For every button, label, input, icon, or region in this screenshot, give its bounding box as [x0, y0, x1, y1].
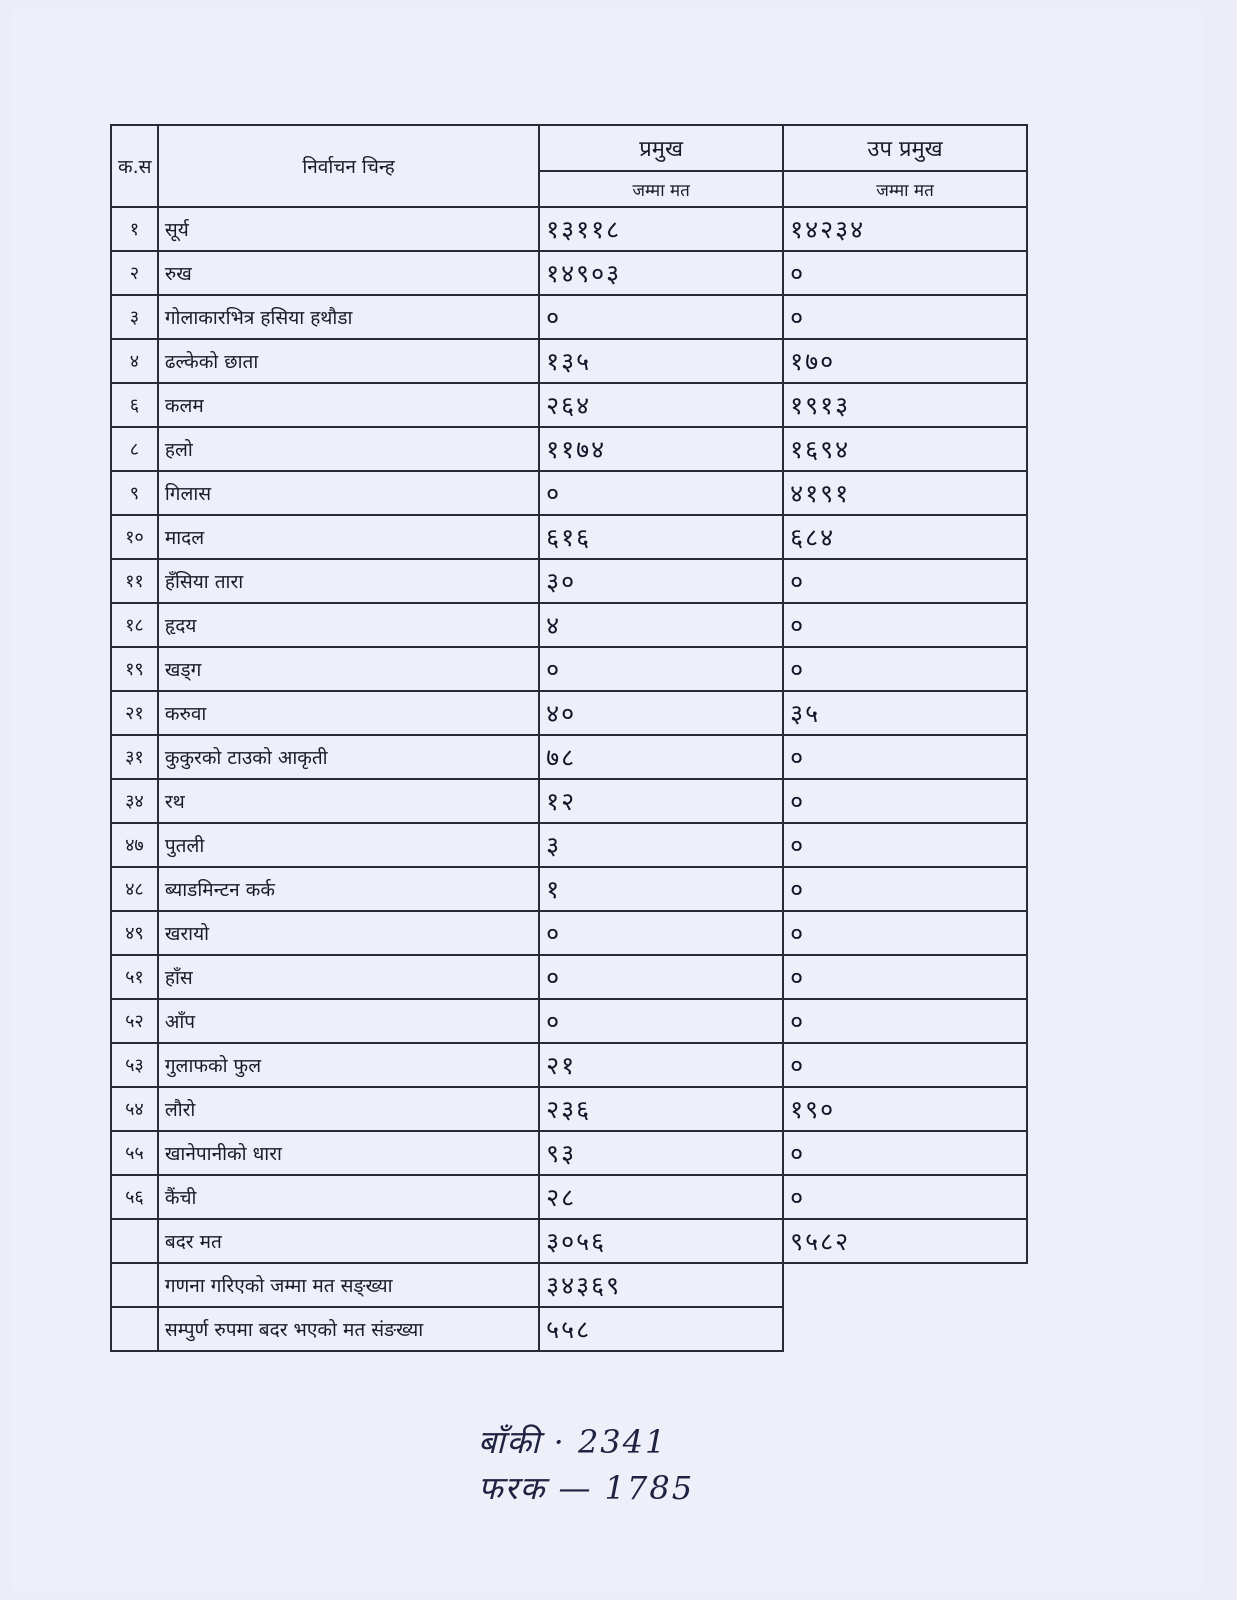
- row-chief-votes: १३५: [539, 339, 783, 383]
- row-chief-votes: २६४: [539, 383, 783, 427]
- table-row: [111, 823, 1027, 867]
- row-chief-votes: ०: [539, 471, 783, 515]
- table-row: [111, 1175, 1027, 1219]
- table-row: [111, 383, 1027, 427]
- row-chief-votes: ४: [539, 603, 783, 647]
- table-row: [111, 1131, 1027, 1175]
- row-chief-votes: १: [539, 867, 783, 911]
- summary-serial-empty: [111, 1263, 158, 1307]
- row-deputy-votes: ०: [783, 823, 1027, 867]
- table-row: [111, 339, 1027, 383]
- summary-label: सम्पुर्ण रुपमा बदर भएको मत संङख्या: [158, 1307, 539, 1351]
- row-serial-number: ४८: [111, 867, 158, 911]
- row-serial-number: ८: [111, 427, 158, 471]
- row-deputy-votes: ०: [783, 911, 1027, 955]
- table-row: [111, 207, 1027, 251]
- row-chief-votes: २३६: [539, 1087, 783, 1131]
- row-chief-votes: ६१६: [539, 515, 783, 559]
- summary-row: [111, 1307, 1027, 1351]
- row-serial-number: १९: [111, 647, 158, 691]
- row-symbol-name: ढल्केको छाता: [158, 339, 539, 383]
- row-serial-number: [111, 1219, 158, 1263]
- row-serial-number: ५४: [111, 1087, 158, 1131]
- row-deputy-votes: ३५: [783, 691, 1027, 735]
- row-deputy-votes: ४१९१: [783, 471, 1027, 515]
- table-row: [111, 603, 1027, 647]
- row-deputy-votes: ०: [783, 1131, 1027, 1175]
- row-chief-votes: ०: [539, 999, 783, 1043]
- row-chief-votes: ३०५६: [539, 1219, 783, 1263]
- row-serial-number: १: [111, 207, 158, 251]
- summary-blank-cell: [783, 1263, 1027, 1307]
- row-serial-number: ४७: [111, 823, 158, 867]
- row-serial-number: १०: [111, 515, 158, 559]
- row-symbol-name: हँसिया तारा: [158, 559, 539, 603]
- table-row: [111, 1219, 1027, 1263]
- row-deputy-votes: ९५८२: [783, 1219, 1027, 1263]
- table-row: [111, 647, 1027, 691]
- row-chief-votes: ३०: [539, 559, 783, 603]
- header-chief: प्रमुख: [539, 125, 783, 171]
- row-serial-number: ३१: [111, 735, 158, 779]
- summary-blank-cell: [783, 1307, 1027, 1351]
- summary-value: ५५८: [539, 1307, 783, 1351]
- row-deputy-votes: ०: [783, 867, 1027, 911]
- row-chief-votes: १४९०३: [539, 251, 783, 295]
- row-chief-votes: १३११८: [539, 207, 783, 251]
- row-deputy-votes: ०: [783, 779, 1027, 823]
- table-row: [111, 471, 1027, 515]
- row-deputy-votes: ०: [783, 559, 1027, 603]
- row-symbol-name: लौरो: [158, 1087, 539, 1131]
- row-symbol-name: कुकुरको टाउको आकृती: [158, 735, 539, 779]
- table-row: [111, 999, 1027, 1043]
- row-deputy-votes: १९१३: [783, 383, 1027, 427]
- row-chief-votes: २१: [539, 1043, 783, 1087]
- header-election-symbol: निर्वाचन चिन्ह: [158, 125, 539, 207]
- row-serial-number: ३४: [111, 779, 158, 823]
- row-deputy-votes: ०: [783, 1043, 1027, 1087]
- row-deputy-votes: ०: [783, 999, 1027, 1043]
- row-serial-number: ४: [111, 339, 158, 383]
- row-deputy-votes: ०: [783, 735, 1027, 779]
- table-row: [111, 735, 1027, 779]
- header-chief-total-votes: जम्मा मत: [539, 171, 783, 207]
- table-row: [111, 559, 1027, 603]
- table-row: [111, 1087, 1027, 1131]
- handwritten-note-difference: फरक — 1785: [478, 1469, 695, 1507]
- row-symbol-name: रथ: [158, 779, 539, 823]
- vote-results-table: [110, 124, 1028, 1352]
- row-symbol-name: सूर्य: [158, 207, 539, 251]
- row-symbol-name: गिलास: [158, 471, 539, 515]
- row-chief-votes: ०: [539, 955, 783, 999]
- row-symbol-name: ब्याडमिन्टन कर्क: [158, 867, 539, 911]
- row-chief-votes: ९३: [539, 1131, 783, 1175]
- row-deputy-votes: १७०: [783, 339, 1027, 383]
- row-symbol-name: कलम: [158, 383, 539, 427]
- row-deputy-votes: ०: [783, 647, 1027, 691]
- summary-serial-empty: [111, 1307, 158, 1351]
- row-chief-votes: ०: [539, 295, 783, 339]
- table-row: [111, 427, 1027, 471]
- header-serial-number: क.स: [111, 125, 158, 207]
- row-symbol-name: खड्ग: [158, 647, 539, 691]
- table-row: [111, 251, 1027, 295]
- row-chief-votes: ३: [539, 823, 783, 867]
- row-serial-number: ३: [111, 295, 158, 339]
- row-symbol-name: हाँस: [158, 955, 539, 999]
- row-serial-number: ५६: [111, 1175, 158, 1219]
- row-deputy-votes: १६९४: [783, 427, 1027, 471]
- row-serial-number: ५३: [111, 1043, 158, 1087]
- row-serial-number: ५२: [111, 999, 158, 1043]
- row-symbol-name: हलो: [158, 427, 539, 471]
- row-serial-number: २: [111, 251, 158, 295]
- row-serial-number: १८: [111, 603, 158, 647]
- table-row: [111, 295, 1027, 339]
- row-symbol-name: आँप: [158, 999, 539, 1043]
- row-symbol-name: कैंची: [158, 1175, 539, 1219]
- row-deputy-votes: ०: [783, 295, 1027, 339]
- summary-row: [111, 1263, 1027, 1307]
- row-deputy-votes: ०: [783, 251, 1027, 295]
- row-serial-number: ९: [111, 471, 158, 515]
- row-symbol-name: खानेपानीको धारा: [158, 1131, 539, 1175]
- row-serial-number: ५५: [111, 1131, 158, 1175]
- summary-label: गणना गरिएको जम्मा मत सङ्ख्या: [158, 1263, 539, 1307]
- table-row: [111, 691, 1027, 735]
- row-symbol-name: पुतली: [158, 823, 539, 867]
- row-symbol-name: हृदय: [158, 603, 539, 647]
- row-serial-number: ११: [111, 559, 158, 603]
- row-serial-number: ५१: [111, 955, 158, 999]
- row-chief-votes: ७८: [539, 735, 783, 779]
- row-deputy-votes: ६८४: [783, 515, 1027, 559]
- row-chief-votes: ४०: [539, 691, 783, 735]
- results-body: [111, 207, 1027, 1351]
- table-row: [111, 1043, 1027, 1087]
- row-symbol-name: बदर मत: [158, 1219, 539, 1263]
- row-serial-number: २१: [111, 691, 158, 735]
- table-row: [111, 779, 1027, 823]
- row-deputy-votes: ०: [783, 1175, 1027, 1219]
- row-symbol-name: गुलाफको फुल: [158, 1043, 539, 1087]
- row-chief-votes: २८: [539, 1175, 783, 1219]
- table-row: [111, 955, 1027, 999]
- row-chief-votes: ०: [539, 647, 783, 691]
- header-deputy-chief: उप प्रमुख: [783, 125, 1027, 171]
- summary-value: ३४३६९: [539, 1263, 783, 1307]
- row-serial-number: ४९: [111, 911, 158, 955]
- row-chief-votes: ०: [539, 911, 783, 955]
- row-deputy-votes: ०: [783, 955, 1027, 999]
- header-deputy-total-votes: जम्मा मत: [783, 171, 1027, 207]
- row-symbol-name: खरायो: [158, 911, 539, 955]
- table-row: [111, 911, 1027, 955]
- row-chief-votes: १२: [539, 779, 783, 823]
- row-serial-number: ६: [111, 383, 158, 427]
- row-symbol-name: करुवा: [158, 691, 539, 735]
- handwritten-note-remaining: बाँकी · 2341: [478, 1423, 668, 1461]
- row-symbol-name: रुख: [158, 251, 539, 295]
- table-row: [111, 515, 1027, 559]
- row-deputy-votes: ०: [783, 603, 1027, 647]
- row-chief-votes: ११७४: [539, 427, 783, 471]
- table-row: [111, 867, 1027, 911]
- row-deputy-votes: १४२३४: [783, 207, 1027, 251]
- row-deputy-votes: १९०: [783, 1087, 1027, 1131]
- row-symbol-name: गोलाकारभित्र हसिया हथौडा: [158, 295, 539, 339]
- row-symbol-name: मादल: [158, 515, 539, 559]
